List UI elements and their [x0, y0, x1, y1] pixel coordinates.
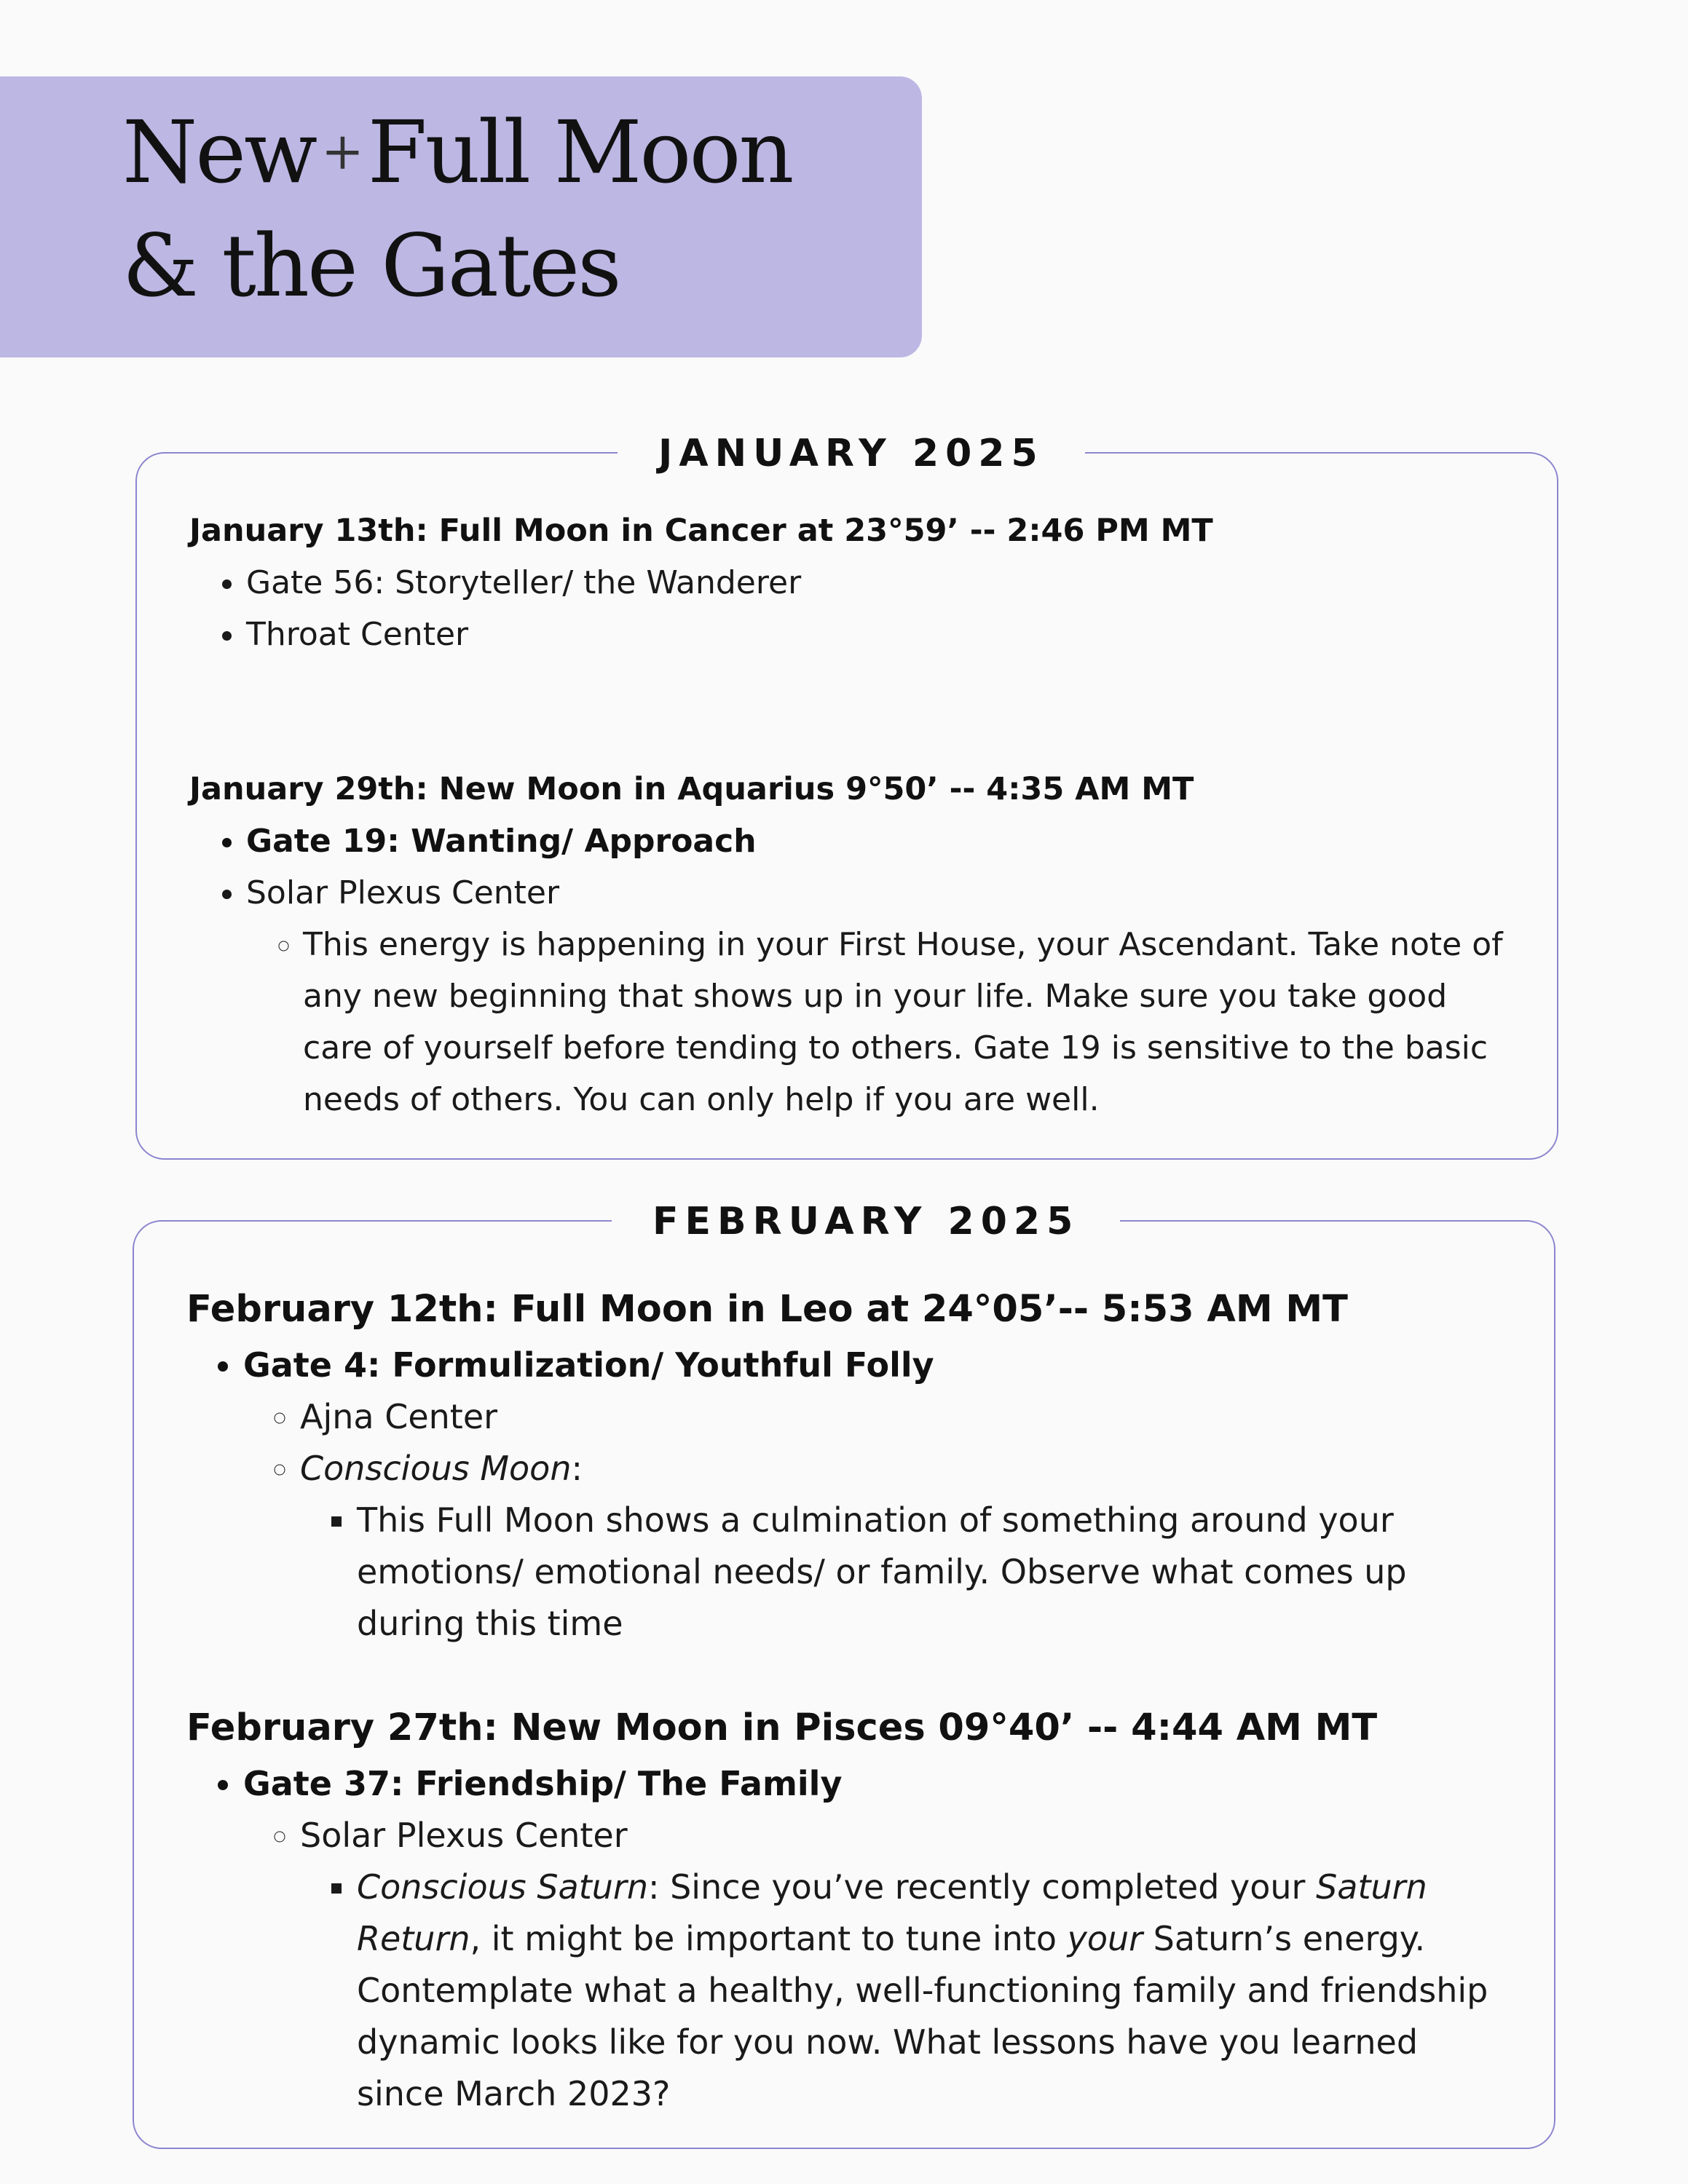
- event-jan-29: [189, 763, 1513, 1125]
- event-feb-27: [186, 1698, 1510, 2120]
- gate-item: • Gate 56: Storyteller/ the Wanderer: [246, 557, 1513, 609]
- gate-item: [243, 1758, 1510, 2120]
- page-title-line-2: & the Gates: [122, 215, 620, 316]
- event-details: [186, 1758, 1510, 2120]
- month-title-february: FEBRUARY 2025: [612, 1194, 1120, 1249]
- center-label: Solar Plexus Center: [300, 1816, 628, 1855]
- note-item: ▪ This Full Moon shows a culmination of something around your emotions/ emotional needs/ or family. Observe what comes up during this time: [357, 1495, 1510, 1650]
- gate-label: Gate 37: Friendship/ The Family: [243, 1764, 843, 1803]
- conscious-sublist: [300, 1495, 1510, 1650]
- note-text-3: Saturn’s energy. Contemplate what a healthy, well-functioning family and friendship dynamic looks like for you now. What lessons have you learned since March 2023?: [357, 1919, 1488, 2113]
- event-details: [189, 557, 1513, 660]
- event-feb-12: [186, 1280, 1510, 1650]
- center-item: ◦ Ajna Center: [300, 1391, 1510, 1443]
- gate-item: • Gate 19: Wanting/ Approach: [246, 815, 1513, 867]
- gate-label: Gate 4: Formulization/ Youthful Folly: [243, 1345, 934, 1385]
- note-text-2: , it might be important to tune into: [470, 1919, 1068, 1958]
- february-section: [133, 1200, 1555, 2149]
- center-item: • Throat Center: [246, 609, 1513, 660]
- title-plus: +: [321, 122, 362, 181]
- note-label: Conscious Saturn: [357, 1867, 648, 1907]
- center-sublist: [246, 919, 1513, 1125]
- note-emphasis-1: Saturn Return: [357, 1867, 1427, 1958]
- conscious-colon: :: [571, 1449, 583, 1488]
- gate-sublist: [243, 1391, 1510, 1650]
- center-sublist: [300, 1861, 1510, 2120]
- event-heading: February 27th: New Moon in Pisces 09°40’ -- 4:44 AM MT: [186, 1706, 1378, 1749]
- event-heading: January 29th: New Moon in Aquarius 9°50’ -- 4:35 AM MT: [189, 771, 1194, 807]
- title-word-full-moon: Full Moon: [367, 102, 792, 202]
- note-item: [357, 1861, 1510, 2120]
- note-text-1: : Since you’ve recently completed your: [647, 1867, 1317, 1907]
- conscious-item: [300, 1443, 1510, 1650]
- note-emphasis-2: your: [1067, 1919, 1143, 1958]
- conscious-label: Conscious Moon: [300, 1449, 572, 1488]
- center-label: Solar Plexus Center: [246, 874, 560, 911]
- event-details: [186, 1340, 1510, 1650]
- note-item: ◦ This energy is happening in your First House, your Ascendant. Take note of any new beginning that shows up in your life. Make sure you take good care of yourself before tending to others. Gate 19 is sensitive to the basic needs of others. You can only help if you are well.: [303, 919, 1513, 1125]
- center-item: [300, 1810, 1510, 2120]
- gate-sublist: [243, 1810, 1510, 2120]
- january-section: [135, 432, 1558, 1160]
- event-heading: January 13th: Full Moon in Cancer at 23°59’ -- 2:46 PM MT: [189, 513, 1213, 549]
- event-heading: February 12th: Full Moon in Leo at 24°05’-- 5:53 AM MT: [186, 1288, 1348, 1331]
- gate-item: [243, 1340, 1510, 1650]
- center-item: [246, 867, 1513, 1125]
- event-details: [189, 815, 1513, 1125]
- event-jan-13: [189, 505, 1513, 660]
- title-word-new: New: [122, 102, 316, 202]
- page-title-line-1: [122, 102, 792, 202]
- month-title-january: JANUARY 2025: [618, 426, 1085, 481]
